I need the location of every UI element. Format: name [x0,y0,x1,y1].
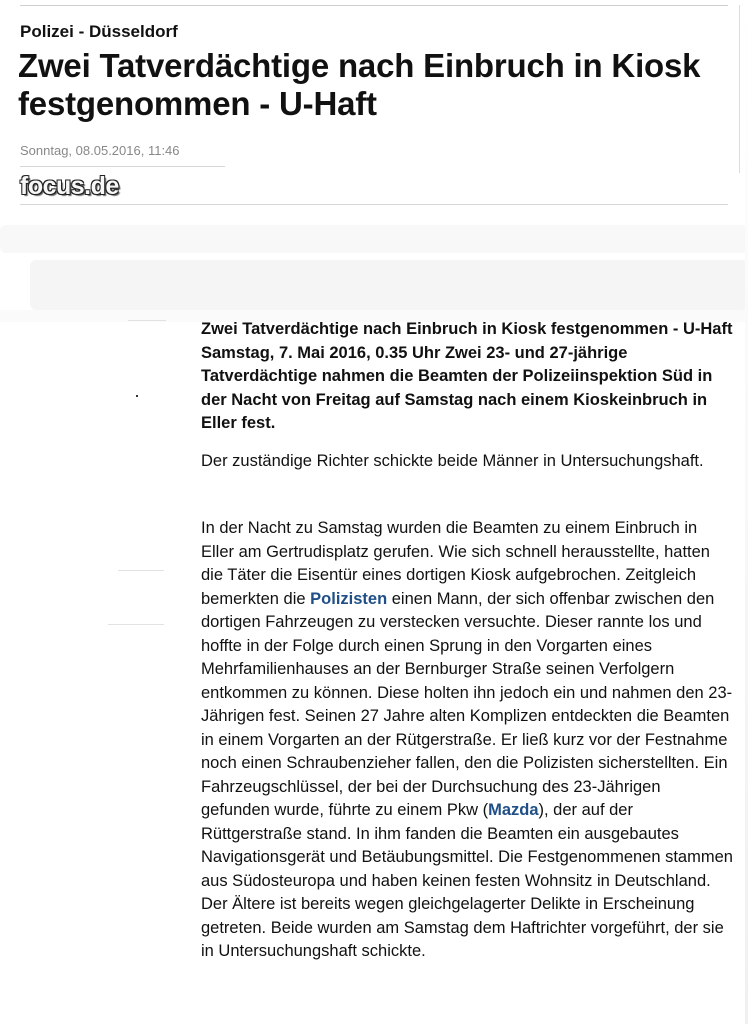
right-border [739,5,740,173]
margin-line [108,624,164,625]
article-lead: Zwei Tatverdächtige nach Einbruch in Kiosk festgenommen - U-Haft Samstag, 7. Mai 2016, 0.35 Uhr Zwei 23- und 27-jährige Tatverdächtige nahmen die Beamten der Polizeiinspektion Süd in der Nacht von Freitag auf Samstag nach einem Kioskeinbruch in Eller fest. [201,320,733,432]
article-headline: Zwei Tatverdächtige nach Einbruch in Kiosk festgenommen - U-Haft [18,47,701,122]
margin-line [128,320,166,321]
margin-line [118,570,164,571]
blank-area-lower [30,260,748,310]
paragraph-text: einen Mann, der sich offenbar zwischen den dortigen Fahrzeugen zu verstecken versuchte. Dieser rannte los und hoffte in der Folge durch einen Sprung in den Vorgarten eines Mehrfamilienhauses an der Bernburger Straße seinen Verfolgern entkommen zu können. Diese holten ihn jedoch ein und nahmen den 23-Jährigen fest. Seinen 27 Jahre alten Komplizen entdeckten die Beamten in einem Vorgarten an der Rütgerstraße. Er ließ kurz vor der Festnahme noch einen Schraubenzieher fallen, den die Polizisten sicherstellten. Ein Fahrzeugschlüssel, der bei der Durchsuchung des 23-Jährigen gefunden wurde, führte zu einem Pkw ( [201,589,733,819]
header-divider [20,204,728,205]
article-paragraph-2 [201,517,733,964]
mazda-link[interactable]: Mazda [488,801,539,819]
polizisten-link[interactable]: Polizisten [310,589,388,608]
top-divider [20,5,728,6]
source-label: Polizei - Düsseldorf [20,22,178,41]
blank-area [0,225,748,253]
paragraph-text: In der Nacht zu Samstag wurden die Beamten zu einem Einbruch in Eller am Gertrudisplatz gerufen. Wie sich schnell herausstellte, hatten die Täter die Eisentür eines dortigen Kiosk aufgebrochen. Zeitgleich bemerkten die [201,519,710,608]
article-paragraph-1: Der zuständige Richter schickte beide Männer in Untersuchungshaft. [201,452,704,470]
date-divider [20,166,225,167]
margin-dot [136,395,138,397]
focus-logo[interactable]: focus.de [20,172,119,200]
paragraph-text: ), der auf der Rüttgerstraße stand. In ihm fanden die Beamten ein ausgebautes Navigationsgerät und Betäubungsmittel. Die Festgenommenen stammen aus Südosteuropa und haben keinen festen Wohnsitz in Deutschland. Der Ältere ist bereits wegen gleichgelagerter Delikte in Erscheinung getreten. Beide wurden am Samstag dem Haftrichter vorgeführt, der sie in Untersuchungshaft schickte. [201,801,733,960]
publish-date: Sonntag, 08.05.2016, 11:46 [20,143,180,158]
